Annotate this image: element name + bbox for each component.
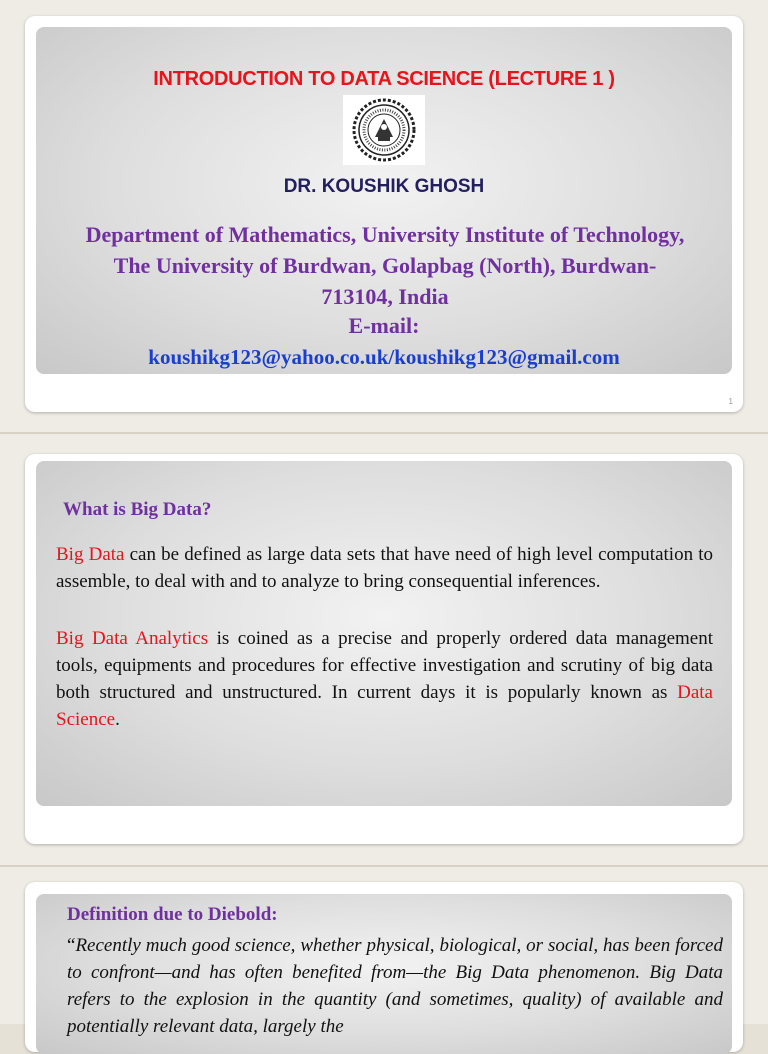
email-label: E-mail: — [348, 313, 420, 338]
slide-2 — [25, 454, 743, 844]
department-address: Department of Mathematics, University Institute of Technology, The University of Burdwan, Golapbag (North), Burdwan-713104, India — [85, 222, 685, 309]
author-name: DR. KOUSHIK GHOSH — [283, 176, 485, 197]
quote-mark: “ — [67, 935, 76, 956]
big-data-definition — [56, 541, 713, 595]
slide-number: 1 — [728, 397, 733, 406]
email-addresses[interactable]: koushikg123@yahoo.co.uk/koushikg123@gmail.com — [148, 345, 620, 369]
university-seal-icon — [343, 95, 425, 165]
big-data-analytics-definition — [56, 625, 713, 733]
definition-text: can be defined as large data sets that have need of high level computation to assemble, to deal with and to analyze to bring consequential inferences. — [56, 544, 713, 592]
slide-heading: What is Big Data? — [63, 499, 212, 520]
definition-text: is coined as a precise and properly ordered data management tools, equipments and procedures for effective investigation and scrutiny of big data both structured and unstructured. In current days it is popularly known as — [56, 628, 713, 703]
term-data-science: Data Science — [56, 682, 713, 730]
quote-text: Recently much good science, whether physical, biological, or social, has been forced to confront—and has often benefited from—the Big Data phenomenon. Big Data refers to the explosion in the quantity (and sometimes, quality) of available and potentially relevant data, largely the — [67, 935, 723, 1037]
term-big-data-analytics: Big Data Analytics — [56, 628, 209, 649]
slide-1 — [25, 16, 743, 412]
slide-heading: Definition due to Diebold: — [67, 904, 278, 925]
definition-end: . — [115, 709, 120, 730]
term-big-data: Big Data — [56, 544, 125, 565]
slide-title: INTRODUCTION TO DATA SCIENCE (LECTURE 1 ) — [153, 68, 615, 90]
slide-3 — [25, 882, 743, 1052]
